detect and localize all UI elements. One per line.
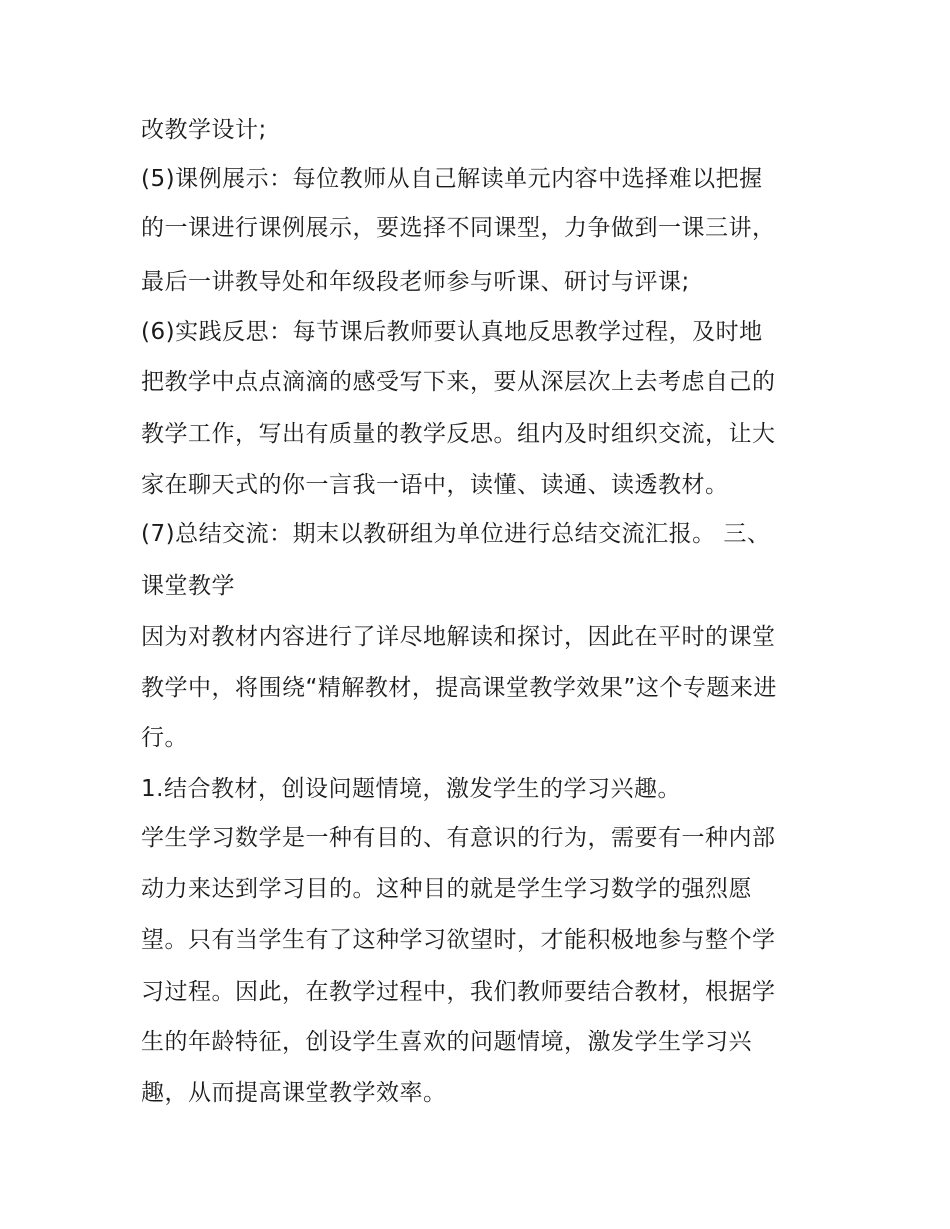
text-line: (5)课例展示：每位教师从自己解读单元内容中选择难以把握 [141,166,763,192]
text-line: 教学中，将围绕“精解教材，提高课堂教学效果”这个专题来进 [141,675,777,701]
text-line: 课堂教学 [141,573,235,599]
text-line: 望。只有当学生有了这种学习欲望时，才能积极地参与整个学 [141,927,776,953]
text-line: 改教学设计; [141,117,267,143]
text-line: 因为对教材内容进行了详尽地解读和探讨，因此在平时的课堂 [141,624,776,650]
text-line: 的一课进行课例展示，要选择不同课型，力争做到一课三讲， [141,215,776,241]
text-line: 学生学习数学是一种有目的、有意识的行为，需要有一种内部 [141,825,776,851]
text-line: 最后一讲教导处和年级段老师参与听课、研讨与评课; [141,269,690,295]
text-line: 动力来达到学习目的。这种目的就是学生学习数学的强烈愿 [141,876,752,902]
text-line: 教学工作，写出有质量的教学反思。组内及时组织交流，让大 [141,421,776,447]
text-line: 家在聊天式的你一言我一语中，读懂、读通、读透教材。 [141,472,729,498]
text-line: 1.结合教材，创设问题情境，激发学生的学习兴趣。 [141,776,681,802]
text-line: 趣，从而提高课堂教学效率。 [141,1080,447,1106]
text-line: (6)实践反思：每节课后教师要认真地反思教学过程，及时地 [141,319,763,345]
text-line: 把教学中点点滴滴的感受写下来，要从深层次上去考虑自己的 [141,369,776,395]
text-line: 行。 [141,725,188,751]
text-line: 习过程。因此，在教学过程中，我们教师要结合教材，根据学 [141,979,776,1005]
text-line: (7)总结交流：期末以教研组为单位进行总结交流汇报。 三、 [141,521,771,547]
text-line: 生的年龄特征，创设学生喜欢的问题情境，激发学生学习兴 [141,1029,752,1055]
